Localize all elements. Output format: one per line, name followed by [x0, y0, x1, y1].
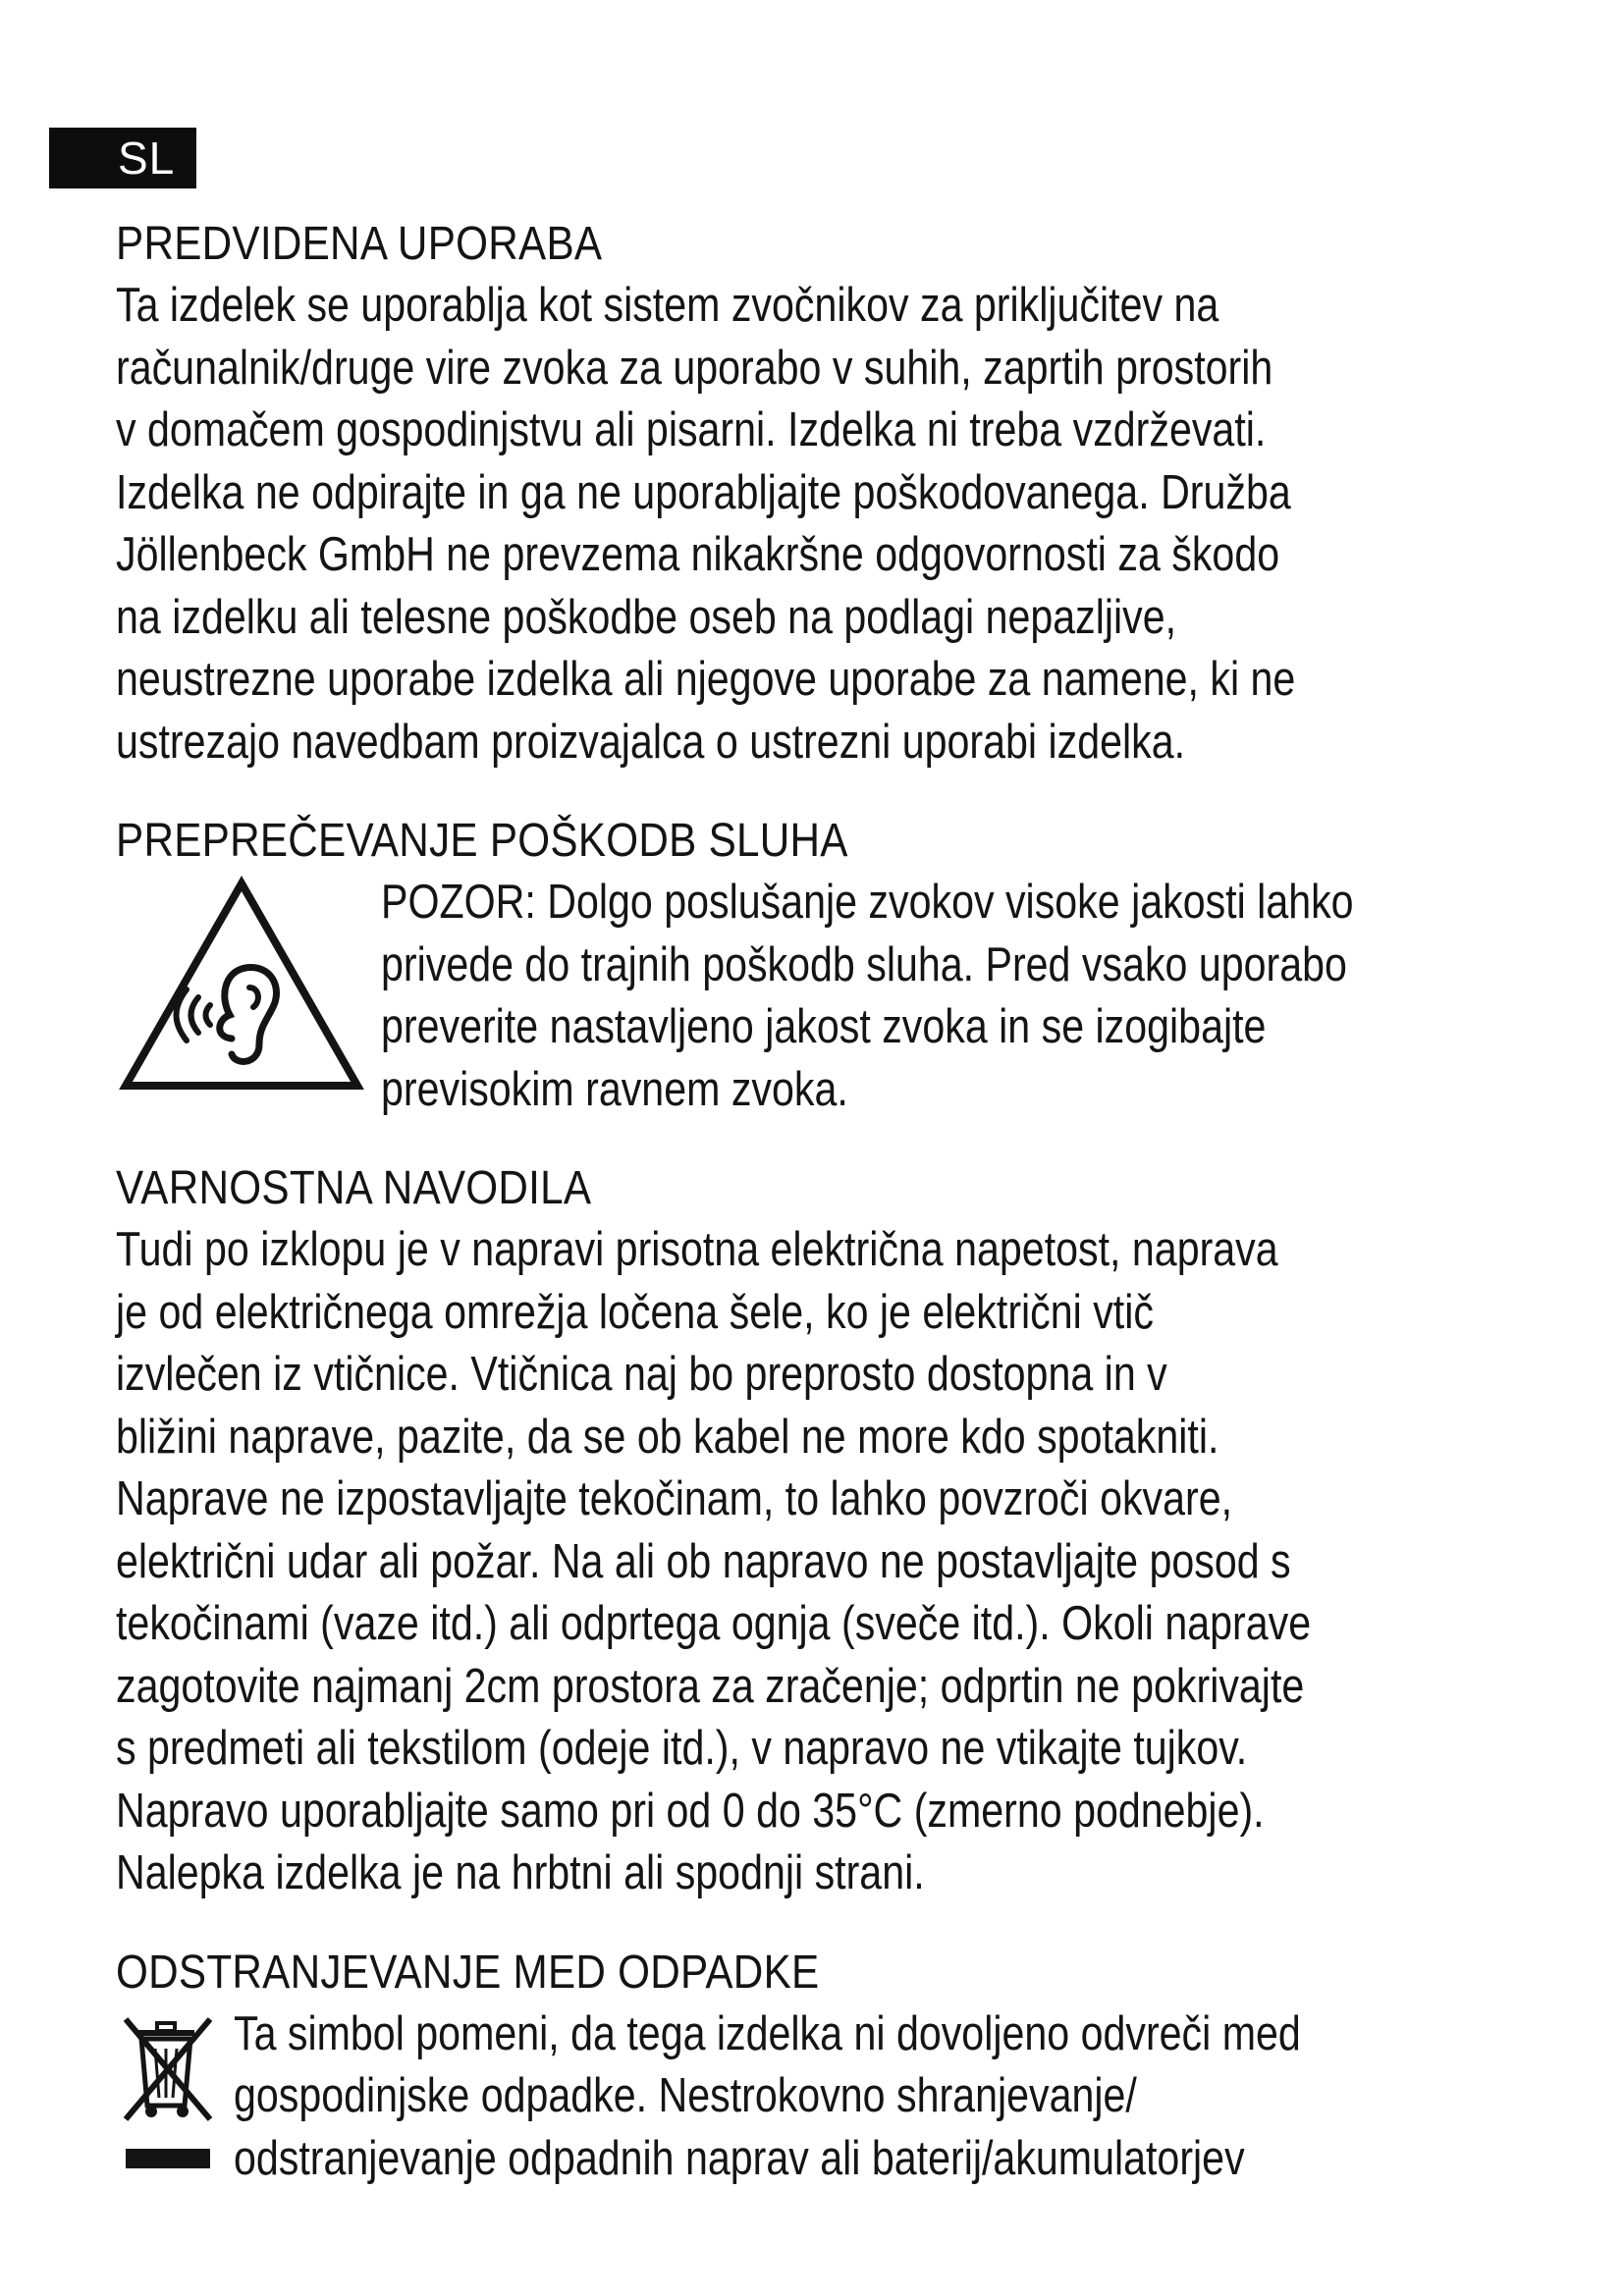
paragraph-line: je od električnega omrežja ločena šele, ko je električni vtič: [116, 1285, 1154, 1339]
paragraph-line: Jöllenbeck GmbH ne prevzema nikakršne odgovornosti za škodo: [116, 528, 1280, 581]
paragraph-line: izvlečen iz vtičnice. Vtičnica naj bo preprosto dostopna in v: [116, 1348, 1167, 1401]
section-disposal: [116, 1943, 1530, 2191]
paragraph-line: Tudi po izklopu je v napravi prisotna električna napetost, naprava: [116, 1223, 1278, 1276]
hearing-warning-icon: [116, 872, 367, 1102]
paragraph-line: s predmeti ali tekstilom (odeje itd.), v napravo ne vtikajte tujkov.: [116, 1722, 1248, 1775]
paragraph-line: električni udar ali požar. Na ali ob napravo ne postavljajte posod s: [116, 1534, 1291, 1588]
section-title-safety: VARNOSTNA NAVODILA: [116, 1162, 592, 1214]
paragraph-line: neustrezne uporabe izdelka ali njegove uporabe za namene, ki ne: [116, 653, 1296, 706]
paragraph-line: gospodinjske odpadke. Nestrokovno shranjevanje/: [234, 2069, 1137, 2122]
section-title-hearing: PREPREČEVANJE POŠKODB SLUHA: [116, 815, 848, 867]
paragraph-line: previsokim ravnem zvoka.: [381, 1062, 848, 1116]
paragraph-line: POZOR: Dolgo poslušanje zvokov visoke jakosti lahko: [381, 876, 1354, 929]
weee-crossed-bin-icon: [116, 2003, 224, 2195]
paragraph-line: Napravo uporabljajte samo pri od 0 do 35°C (zmerno podnebje).: [116, 1784, 1265, 1838]
paragraph-line: v domačem gospodinjstvu ali pisarni. Izdelka ni treba vzdrževati.: [116, 403, 1267, 456]
paragraph-line: odstranjevanje odpadnih naprav ali baterij/akumulatorjev: [234, 2131, 1245, 2185]
section-hearing-protection: [116, 811, 1530, 1121]
language-tag: SL: [49, 128, 196, 188]
manual-page: [116, 214, 1530, 2190]
paragraph-line: zagotovite najmanj 2cm prostora za zračenje; odprtin ne pokrivajte: [116, 1659, 1305, 1713]
paragraph-line: bližini naprave, pazite, da se ob kabel ne more kdo spotakniti.: [116, 1410, 1219, 1464]
paragraph-line: tekočinami (vaze itd.) ali odprtega ognja (sveče itd.). Okoli naprave: [116, 1597, 1312, 1650]
paragraph-line: ustrezajo navedbam proizvajalca o ustrezni uporabi izdelka.: [116, 715, 1186, 769]
paragraph-line: Ta simbol pomeni, da tega izdelka ni dovoljeno odvreči med: [234, 2006, 1301, 2060]
paragraph-line: Naprave ne izpostavljajte tekočinam, to lahko povzroči okvare,: [116, 1472, 1233, 1525]
paragraph-line: Nalepka izdelka je na hrbtni ali spodnji strani.: [116, 1846, 925, 1899]
paragraph-line: na izdelku ali telesne poškodbe oseb na podlagi nepazljive,: [116, 590, 1177, 644]
section-title-disposal: ODSTRANJEVANJE MED ODPADKE: [116, 1946, 820, 1999]
paragraph-line: Izdelka ne odpirajte in ga ne uporabljajte poškodovanega. Družba: [116, 465, 1291, 519]
section-intended-use: [116, 214, 1530, 774]
paragraph-line: računalnik/druge vire zvoka za uporabo v suhih, zaprtih prostorih: [116, 341, 1273, 395]
section-safety-instructions: [116, 1158, 1530, 1905]
paragraph-line: privede do trajnih poškodb sluha. Pred vsako uporabo: [381, 937, 1347, 991]
paragraph-line: Ta izdelek se uporablja kot sistem zvočnikov za priključitev na: [116, 279, 1219, 332]
paragraph-line: preverite nastavljeno jakost zvoka in se izogibajte: [381, 1000, 1267, 1053]
section-title-intended-use: PREDVIDENA UPORABA: [116, 218, 603, 270]
